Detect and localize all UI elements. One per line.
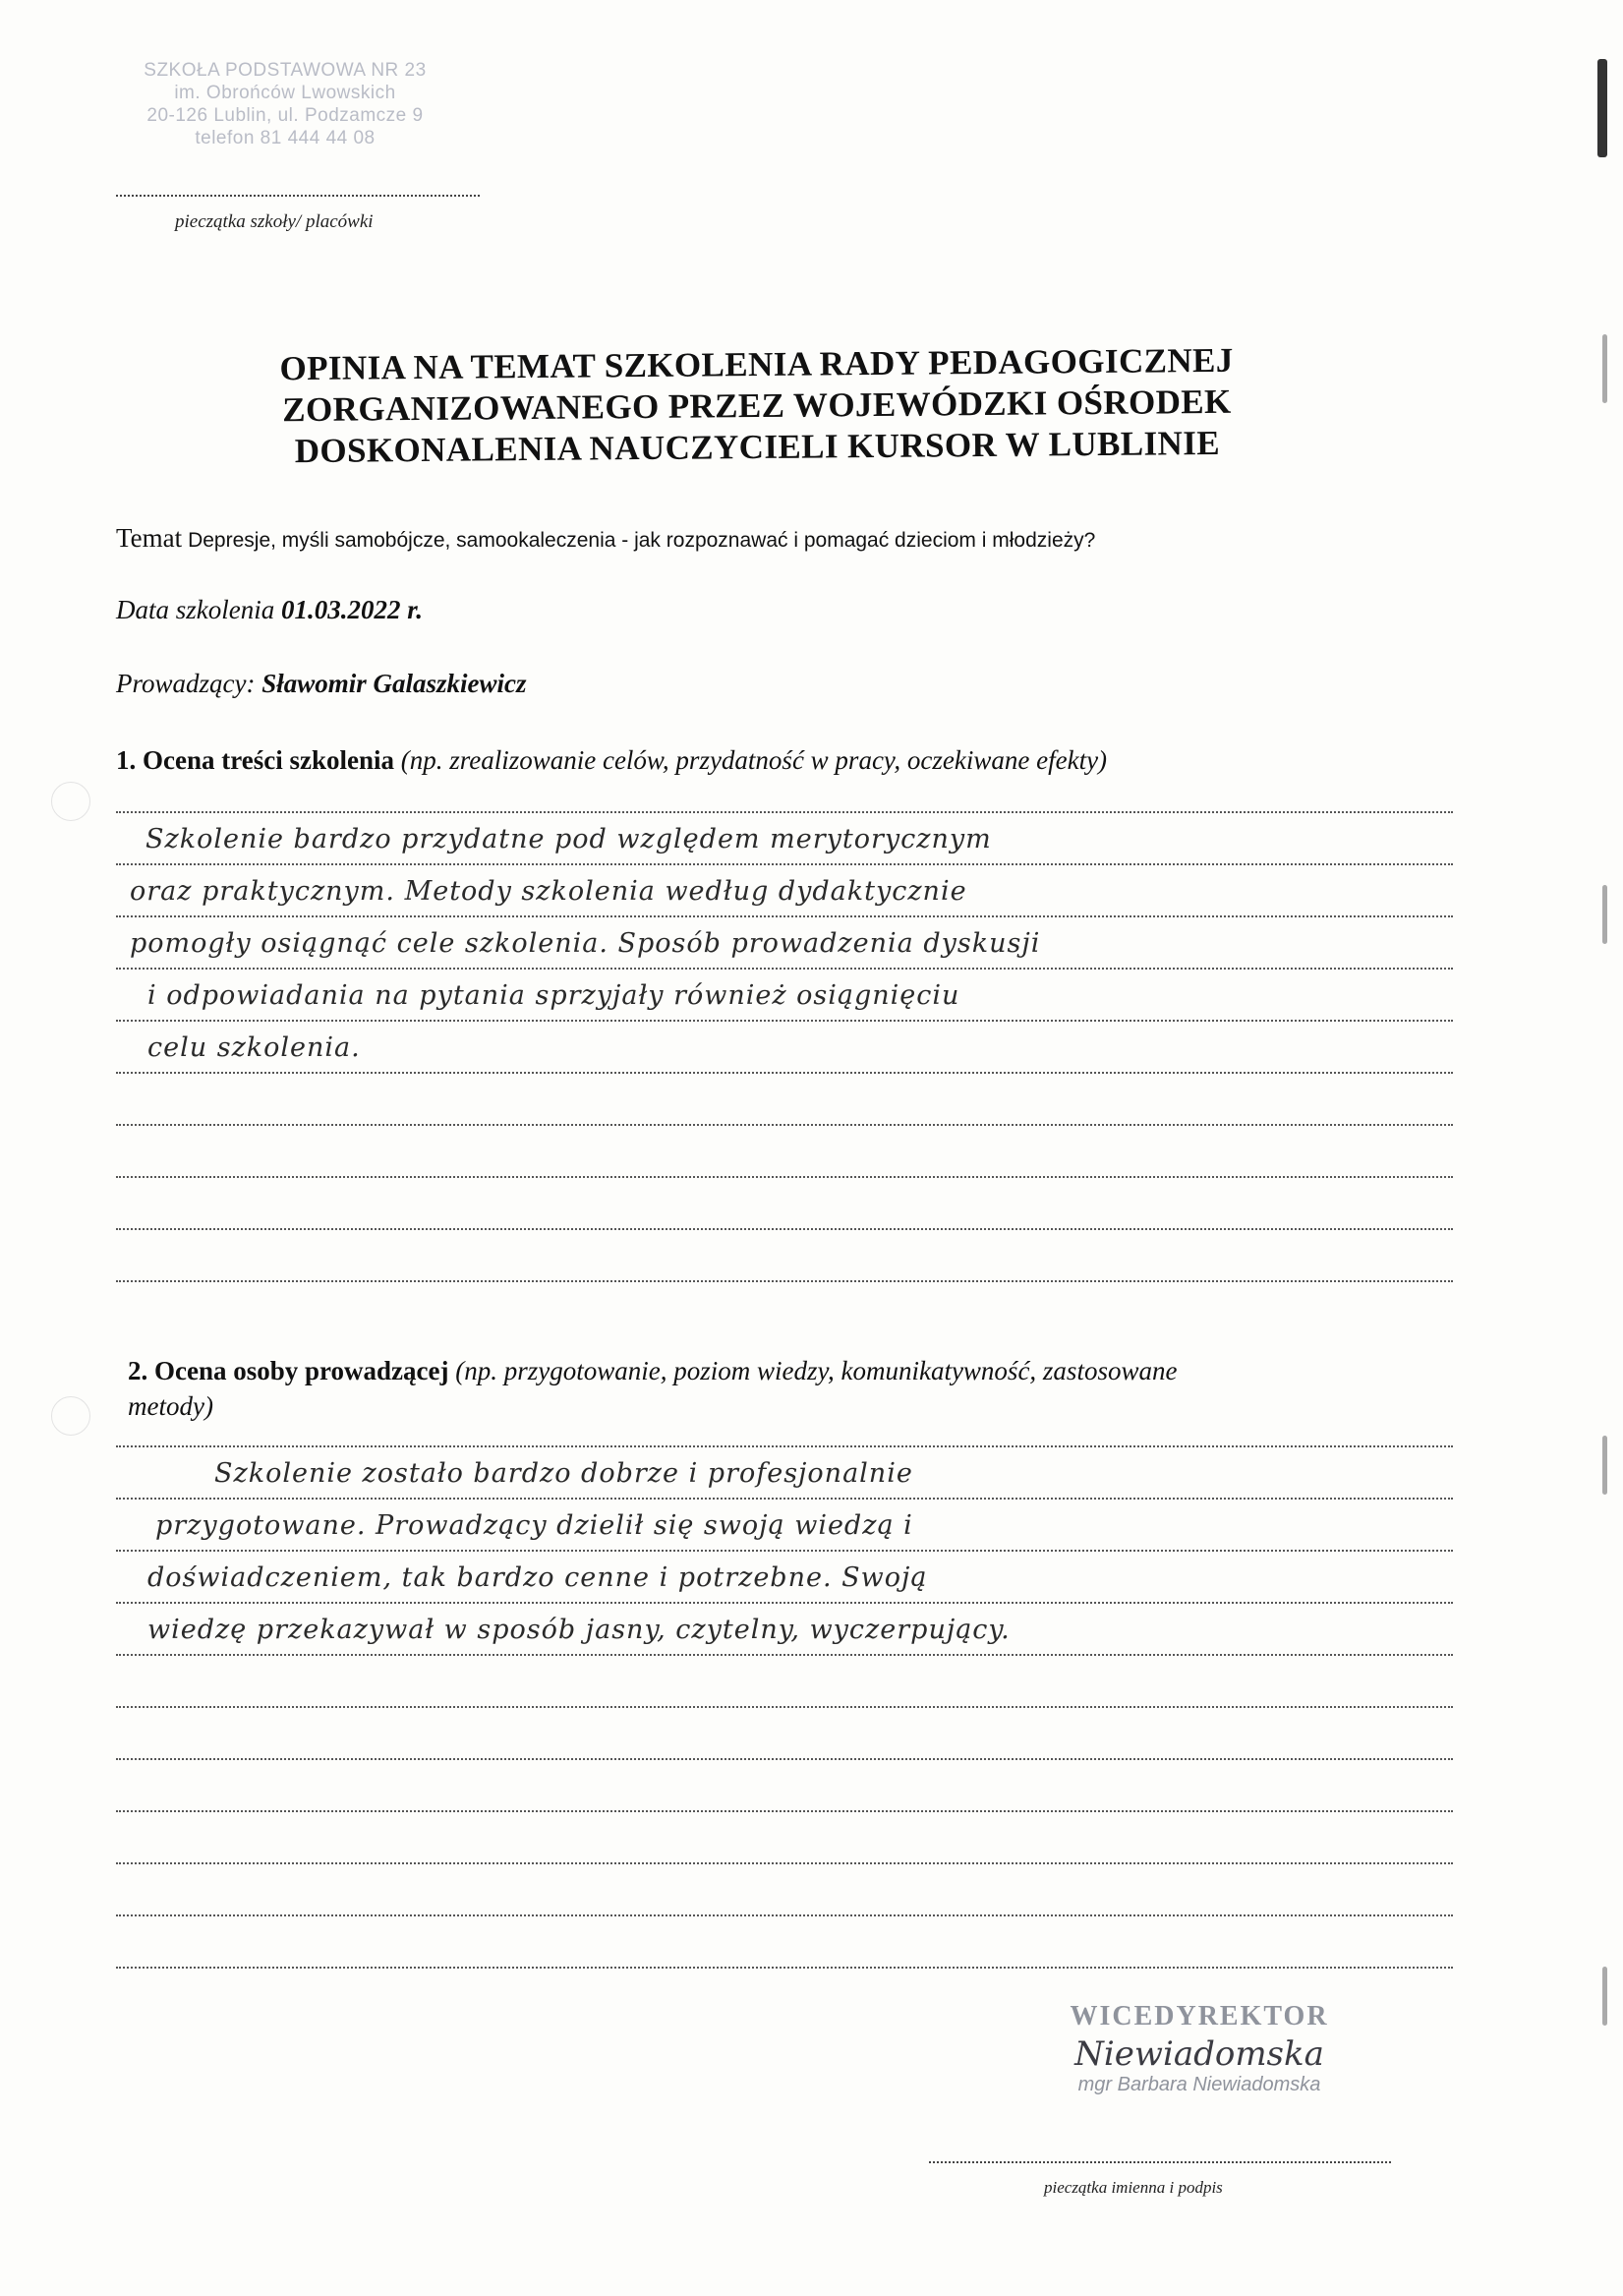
dotted-line	[116, 915, 1453, 917]
punch-hole	[51, 782, 90, 821]
handwritten-signature: Niewiadomska	[1074, 2034, 1324, 2074]
section1-answer-line: i odpowiadania na pytania sprzyjały również osiągnięciu	[147, 980, 960, 1011]
section2-answer-line: doświadczeniem, tak bardzo cenne i potrzebne. Swoją	[147, 1562, 928, 1593]
school-stamp-line: 20-126 Lublin, ul. Podzamcze 9	[146, 105, 424, 126]
dotted-line	[116, 1758, 1453, 1760]
date-row	[116, 595, 423, 625]
dotted-line	[116, 1550, 1453, 1552]
dotted-line	[116, 1498, 1453, 1500]
trainer-row	[116, 669, 527, 699]
dotted-line	[116, 1020, 1453, 1022]
dotted-line	[116, 968, 1453, 970]
binder-mark	[1602, 1967, 1607, 2026]
signature-stamp	[1022, 2001, 1376, 2096]
date-value: 01.03.2022 r.	[281, 595, 424, 624]
dotted-line	[116, 1810, 1453, 1812]
stamp-position-title: WICEDYREKTOR	[1070, 2001, 1329, 2031]
section2-hint: (np. przygotowanie, poziom wiedzy, komunikatywność, zastosowane	[455, 1356, 1178, 1385]
dotted-line	[116, 811, 1453, 813]
temat-label: Temat	[116, 523, 183, 553]
school-stamp-line: telefon 81 444 44 08	[195, 128, 376, 148]
section1-answer-line: pomogły osiągnąć cele szkolenia. Sposób prowadzenia dyskusji	[130, 928, 1041, 959]
dotted-line	[116, 1280, 1453, 1282]
section1-answer-line: oraz praktycznym. Metody szkolenia według dydaktycznie	[130, 876, 967, 907]
dotted-line	[116, 1967, 1453, 1969]
trainer-value: Sławomir Galaszkiewicz	[261, 669, 527, 698]
school-stamp-caption: pieczątka szkoły/ placówki	[175, 211, 374, 232]
section2-answer-line: przygotowane. Prowadzący dzielił się swoją wiedzą i	[155, 1510, 913, 1541]
section1-heading	[116, 742, 1107, 778]
section1-answer-line: Szkolenie bardzo przydatne pod względem merytorycznym	[145, 824, 992, 854]
dotted-line	[116, 1124, 1453, 1126]
title-line: DOSKONALENIA NAUCZYCIELI KURSOR W LUBLINIE	[294, 423, 1221, 471]
dotted-line	[116, 1602, 1453, 1604]
title-line: OPINIA NA TEMAT SZKOLENIA RADY PEDAGOGICZNEJ	[279, 340, 1234, 388]
signature-caption: pieczątka imienna i podpis	[1044, 2178, 1223, 2197]
temat-value: Depresje, myśli samobójcze, samookaleczenia - jak rozpoznawać i pomagać dzieciom i młodzieży?	[188, 529, 1096, 552]
dotted-line	[116, 863, 1453, 865]
dotted-line	[116, 1445, 1453, 1447]
section1-answer-line: celu szkolenia.	[147, 1032, 361, 1063]
section2-heading	[128, 1353, 1465, 1424]
stamp-person-name: mgr Barbara Niewiadomska	[1077, 2074, 1321, 2095]
title-line: ZORGANIZOWANEGO PRZEZ WOJEWÓDZKI OŚRODEK	[282, 382, 1232, 430]
section1-hint: (np. zrealizowanie celów, przydatność w pracy, oczekiwane efekty)	[400, 745, 1108, 775]
section2-answer-line: Szkolenie zostało bardzo dobrze i profesjonalnie	[214, 1458, 913, 1489]
binder-mark	[1602, 1436, 1607, 1495]
section2-hint-continued: metody)	[128, 1391, 213, 1421]
dotted-line	[116, 1706, 1453, 1708]
date-label: Data szkolenia	[116, 595, 275, 624]
school-stamp-dotline	[116, 195, 480, 197]
dotted-line	[116, 1862, 1453, 1864]
school-stamp-line: im. Obrońców Lwowskich	[174, 83, 396, 103]
section2-heading-text: 2. Ocena osoby prowadzącej	[128, 1356, 449, 1385]
punch-hole	[51, 1396, 90, 1436]
school-stamp	[69, 59, 501, 149]
document-title	[117, 338, 1396, 473]
dotted-line	[116, 1176, 1453, 1178]
binder-mark	[1602, 885, 1607, 944]
binder-mark	[1602, 334, 1607, 403]
section2-answer-line: wiedzę przekazywał w sposób jasny, czytelny, wyczerpujący.	[147, 1615, 1011, 1645]
dotted-line	[116, 1228, 1453, 1230]
dotted-line	[116, 1072, 1453, 1074]
temat-row	[116, 523, 1095, 554]
binder-mark	[1597, 59, 1607, 157]
trainer-label: Prowadzący:	[116, 669, 256, 698]
signature-dotline	[929, 2161, 1391, 2163]
dotted-line	[116, 1914, 1453, 1916]
section1-heading-text: 1. Ocena treści szkolenia	[116, 745, 394, 775]
school-stamp-line: SZKOŁA PODSTAWOWA NR 23	[144, 60, 427, 81]
dotted-line	[116, 1654, 1453, 1656]
